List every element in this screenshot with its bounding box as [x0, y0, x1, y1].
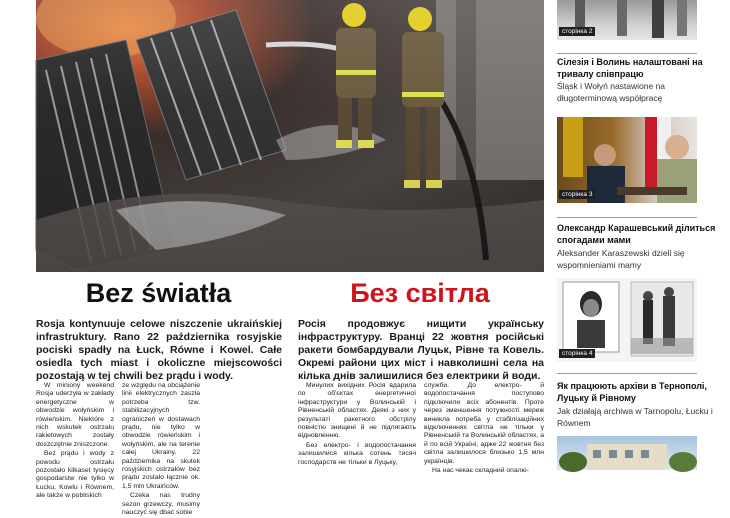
divider [557, 53, 697, 54]
page-tag: сторінка 4 [559, 349, 595, 358]
sidebar-photo-page4 [557, 278, 697, 362]
body-column-pl-2 [122, 382, 200, 517]
divider [557, 217, 697, 218]
body-column-ua-2 [424, 382, 544, 475]
headline-polish: Bez światła [85, 278, 232, 308]
sidebar-story-title[interactable]: Як працюють архіви в Тернополі, Луцьку й Рівному [557, 381, 707, 403]
sidebar-photo-page3 [557, 117, 697, 203]
paragraph: Без електро- і водопостачання залишилися кілька сотень тисяч господарств не тільки в Луцьку, [298, 441, 416, 466]
paragraph: служби. До електро- й водопостачання поступово підключили всіх абонентів. Проте через зменшення потужності мереж виникла потреба у стабілізаційних відключеннях світла не тільки у Рівненській та Волинській областях, а й по всій Україні, адже 22 жовтня без світла залишилося близько 1,5 млн українців. [424, 382, 544, 465]
paragraph: Bez prądu i wody z powodu ostrzału pozostało kilkaset tysięcy gospodarstw nie tylko w Łucku, Kowlu i Równem, ale także w pobliskich [36, 450, 114, 500]
headline-ukrainian: Без світла [350, 278, 490, 308]
hero-photo-firefighters [36, 0, 544, 272]
sidebar-story-title[interactable]: Олександр Карашевський ділиться спогадами мами [557, 223, 716, 245]
page-tag: сторінка 3 [559, 190, 595, 199]
page-tag: сторінка 2 [559, 27, 595, 36]
lead-polish: Rosja kontynuuje celowe niszczenie ukraińskiej infrastruktury. Rano 22 października rosyjskie pociski spadły na Łuck, Równe i Kowel. Całe osiedla tych miast i okoliczne miejscowości pozostają w tej chwili bez prądu i wody. [36, 318, 282, 382]
paragraph: ze względu na obciążenie linii elektrycznych zaszła potrzeba tzw. stabilizacyjnych ograniczeń w dostawach prądu, nie tylko w obwodzie rówieńskim i wołyńskim, ale na terenie całej Ukrainy. 22 października na skutek rosyjskich ostrzałów bez prądu zostało łącznie ok. 1,5 mln Ukraińców. [122, 382, 200, 490]
sidebar-story-subtitle: Jak działają archiwa w Tarnopolu, Łucku i Równem [557, 406, 713, 428]
paragraph: W miniony weekend Rosja uderzyła w zakłady energetyczne w obwodzie wołyńskim i rówieńskim. Niektóre z nich wskutek ostrzału rakietowych zostały doszczętnie zniszczone. [36, 382, 114, 448]
body-column-ua-1 [298, 382, 416, 470]
sidebar-story-title[interactable]: Сілезія і Волинь налаштовані на тривалу співпрацю [557, 57, 703, 79]
photo-haze [36, 0, 544, 272]
sidebar-story-subtitle: Aleksander Karaszewski dzieli się wspomnieniami mamy [557, 248, 685, 270]
paragraph: Czeka nas trudny sezon grzewczy, musimy nauczyć się dbać sobie [122, 492, 200, 517]
divider [557, 373, 697, 374]
body-column-pl-1 [36, 382, 114, 500]
lead-ukrainian: Росія продовжує нищити українську інфраструктуру. Вранці 22 жовтня російські ракети бомбардували Луцьк, Рівне та Ковель. Окремі райони цих міст і навколишні села на кілька днів залишилися без електрики й води. [298, 318, 544, 382]
paragraph: На нас чекає складний опалю- [432, 467, 529, 475]
sidebar-story-subtitle: Śląsk i Wołyń nastawione na długoterminową współpracę [557, 81, 666, 103]
paragraph: Минулих вихідних Росія вдарила по об'єктах енергетичної інфраструктури у Волинській і Рівненській областях. Деякі з них у результаті ракетного обстрілу повністю знищені й не підлягають відновленню. [298, 382, 416, 440]
sidebar-photo-page5 [557, 436, 697, 470]
sidebar-photo-page2 [557, 0, 697, 40]
